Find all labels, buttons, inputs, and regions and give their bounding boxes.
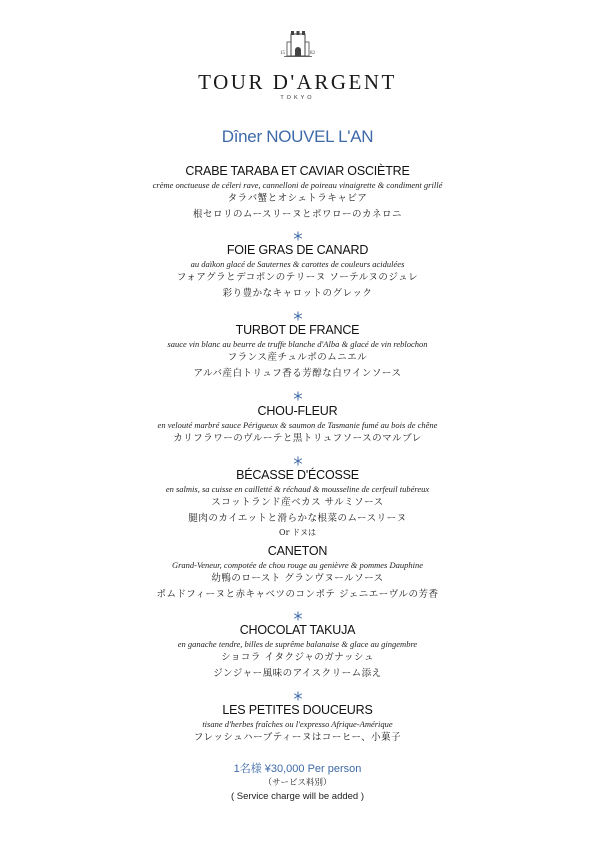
separator (0, 606, 595, 616)
dish-description-jp: タラバ蟹とオシェトラキャビア (227, 193, 368, 204)
dish-description-jp: 腿肉のカイエットと滑らかな根菜のムースリーヌ (188, 513, 407, 524)
dish-name: LES PETITES DOUCEURS (222, 703, 373, 717)
dish-description-fr: en ganache tendre, billes de suprême balanaise & glace au gingembre (177, 639, 418, 649)
dish-name: CANETON (267, 544, 328, 558)
course-item (20, 163, 575, 223)
separator (0, 386, 595, 396)
dish-description-jp: ポムドフィーヌと赤キャベツのコンポテ ジェニエーヴルの芳香 (156, 589, 439, 600)
snowflake-icon (293, 456, 303, 466)
dish-description-jp: ショコラ イタクジャのガナッシュ (221, 652, 374, 663)
dish-name: CRABE TARABA ET CAVIAR OSCIÈTRE (185, 164, 410, 178)
snowflake-icon (293, 611, 303, 621)
course-item (20, 403, 575, 447)
snowflake-icon (293, 231, 303, 241)
price-per-person: 1名様 ¥30,000 Per person (233, 763, 362, 775)
dish-description-fr: crème onctueuse de céleri rave, cannelloni de poireau vinaigrette & condiment grillé (152, 180, 443, 190)
course-item (20, 322, 575, 382)
dish-description-jp: 幼鴨のロースト グランヴヌールソース (211, 573, 384, 584)
tower-crest-icon (276, 28, 320, 68)
dish-name: BÉCASSE D'ÉCOSSE (236, 468, 359, 482)
dish-description-jp: ジンジャー風味のアイスクリーム添え (213, 668, 382, 679)
year-right: 82 (309, 51, 315, 56)
course-item (20, 702, 575, 746)
dish-name: CHOU-FLEUR (257, 404, 338, 418)
logo (0, 28, 595, 102)
brand-name: TOUR D'ARGENT (198, 70, 397, 94)
course-item (20, 467, 575, 539)
year-left: 15 (279, 51, 285, 56)
dish-description-fr: au daïkon glacé de Sauternes & carottes de couleurs acidulées (190, 259, 405, 269)
separator (0, 686, 595, 696)
dish-description-jp: アルバ産白トリュフ香る芳醇な白ワインソース (193, 368, 402, 379)
separator (0, 306, 595, 316)
separator (0, 451, 595, 461)
dish-description-fr: tisane d'herbes fraîches ou l'expresso Afrique-Amérique (202, 719, 393, 729)
dish-description-jp: 彩り豊かなキャロットのグレック (222, 288, 373, 299)
dish-name: FOIE GRAS DE CANARD (226, 243, 369, 257)
course-item (20, 543, 575, 603)
dish-description-fr: en velouté marbré sauce Périgueux & saumon de Tasmanie fumé au bois de chêne (157, 420, 438, 430)
separator (0, 226, 595, 236)
dish-description-fr: sauce vin blanc au beurre de truffe blanche d'Alba & glacé de vin reblochon (167, 339, 428, 349)
dish-description-jp: フランス産チュルボのムニエル (227, 352, 368, 363)
menu-title: Dîner NOUVEL L'AN (221, 127, 374, 146)
dish-description-jp: フォアグラとデコポンのテリーヌ ソーテルヌのジュレ (176, 272, 419, 283)
dish-description-jp: カリフラワーのヴルーテと黒トリュフソースのマルブレ (173, 433, 422, 444)
service-charge-en: ( Service charge will be added ) (230, 791, 365, 802)
brand-city: TOKYO (280, 95, 315, 101)
or-divider: Or ドヌは (279, 528, 316, 537)
service-charge-jp: （サービス料別） (263, 778, 332, 788)
price-block (0, 762, 595, 804)
dish-description-jp: フレッシュハーブティーヌはコーヒー、小菓子 (193, 732, 402, 743)
course-item (20, 242, 575, 302)
course-item (20, 622, 575, 682)
dish-name: TURBOT DE FRANCE (235, 323, 360, 337)
snowflake-icon (293, 391, 303, 401)
dish-description-fr: Grand-Veneur, compotée de chou rouge au genièvre & pommes Dauphine (171, 560, 423, 570)
dish-name: CHOCOLAT TAKUJA (239, 623, 356, 637)
snowflake-icon (293, 691, 303, 701)
dish-description-fr: en salmis, sa cuisse en cailletté & réchaud & mousseline de cerfeuil tubéreux (165, 484, 430, 494)
dish-description-jp: スコットランド産ベカス サルミソース (211, 497, 384, 508)
snowflake-icon (293, 311, 303, 321)
dish-description-jp: 根セロリのムースリーヌとポワローのカネロニ (192, 209, 403, 220)
